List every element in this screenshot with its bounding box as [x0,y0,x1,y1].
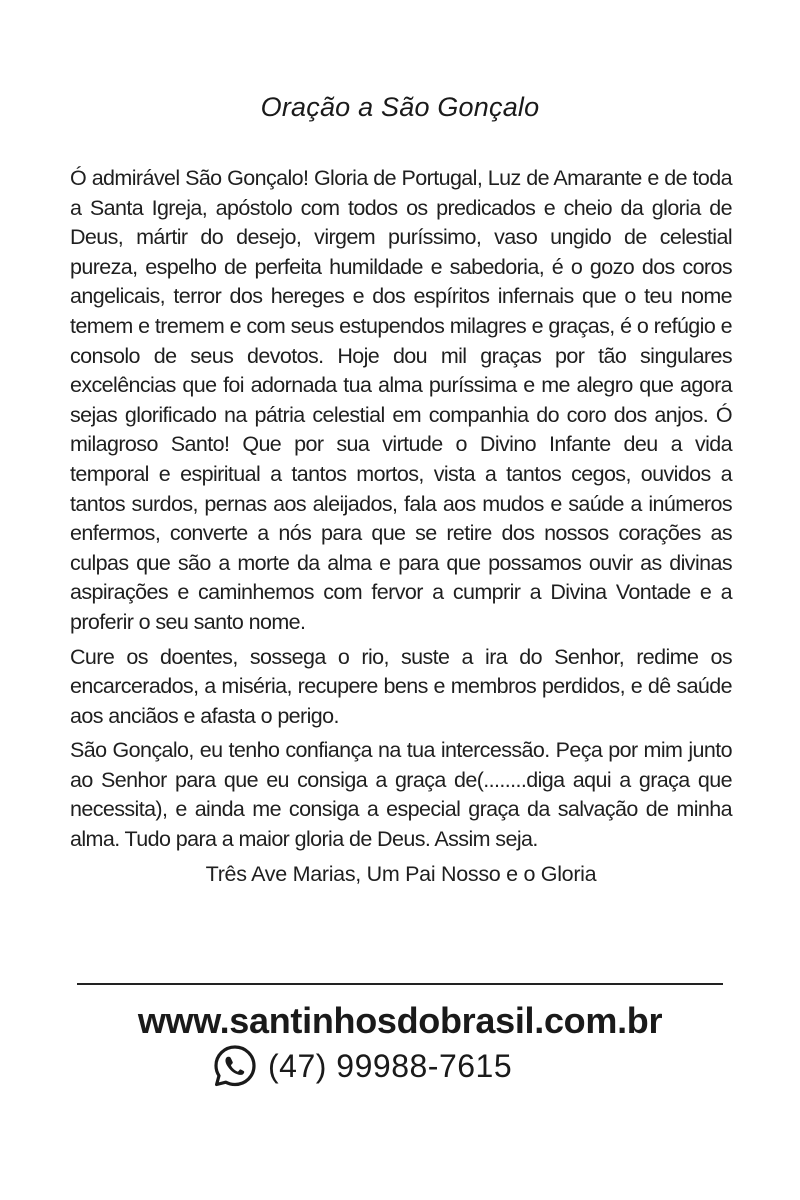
whatsapp-icon [212,1043,258,1089]
footer-divider [77,983,723,985]
prayer-title: Oração a São Gonçalo [260,92,540,122]
phone-number: (47) 99988-7615 [268,1047,513,1084]
prayer-closing: Três Ave Marias, Um Pai Nosso e o Gloria [205,861,597,886]
prayer-paragraph-1: Ó admirável São Gonçalo! Gloria de Portugal, Luz de Amarante e de toda a Santa Igreja, apóstolo com todos os predicados e cheio da gloria de Deus, mártir do desejo, virgem puríssimo, vaso ungido de celestial pureza, espelho de perfeita humildade e sabedoria, é o gozo dos coros angelicais, terror dos hereges e dos espíritos infernais que o teu nome temem e tremem e com seus estupendos milagres e graças, é o refúgio e consolo de seus devotos. Hoje dou mil graças por tão singulares excelências que foi adornada tua alma puríssima e me alegro que agora sejas glorificado na pátria celestial em companhia do coro dos anjos. Ó milagroso Santo! Que por sua virtude o Divino Infante deu a vida temporal e espiritual a tantos mortos, vista a tantos cegos, ouvidos a tantos surdos, pernas aos aleijados, fala aos mudos e saúde a inúmeros enfermos, converte a nós para que se retire dos nossos corações as culpas que são a morte da alma e para que possamos ouvir as divinas aspirações e caminhemos com fervor a cumprir a Divina Vontade e a proferir o seu santo nome. [70,166,732,634]
prayer-body [70,164,732,889]
website-link[interactable]: www.santinhosdobrasil.com.br [137,1000,663,1041]
prayer-paragraph-3: São Gonçalo, eu tenho confiança na tua intercessão. Peça por mim junto ao Senhor para que eu consiga a graça de(........diga aqui a graça que necessita), e ainda me consiga a especial graça da salvação de minha alma. Tudo para a maior gloria de Deus. Assim seja. [70,738,732,852]
prayer-paragraph-2: Cure os doentes, sossega o rio, suste a ira do Senhor, redime os encarcerados, a miséria, recupere bens e membros perdidos, e dê saúde aos anciãos e afasta o perigo. [70,644,732,728]
phone-contact[interactable] [212,1043,512,1089]
